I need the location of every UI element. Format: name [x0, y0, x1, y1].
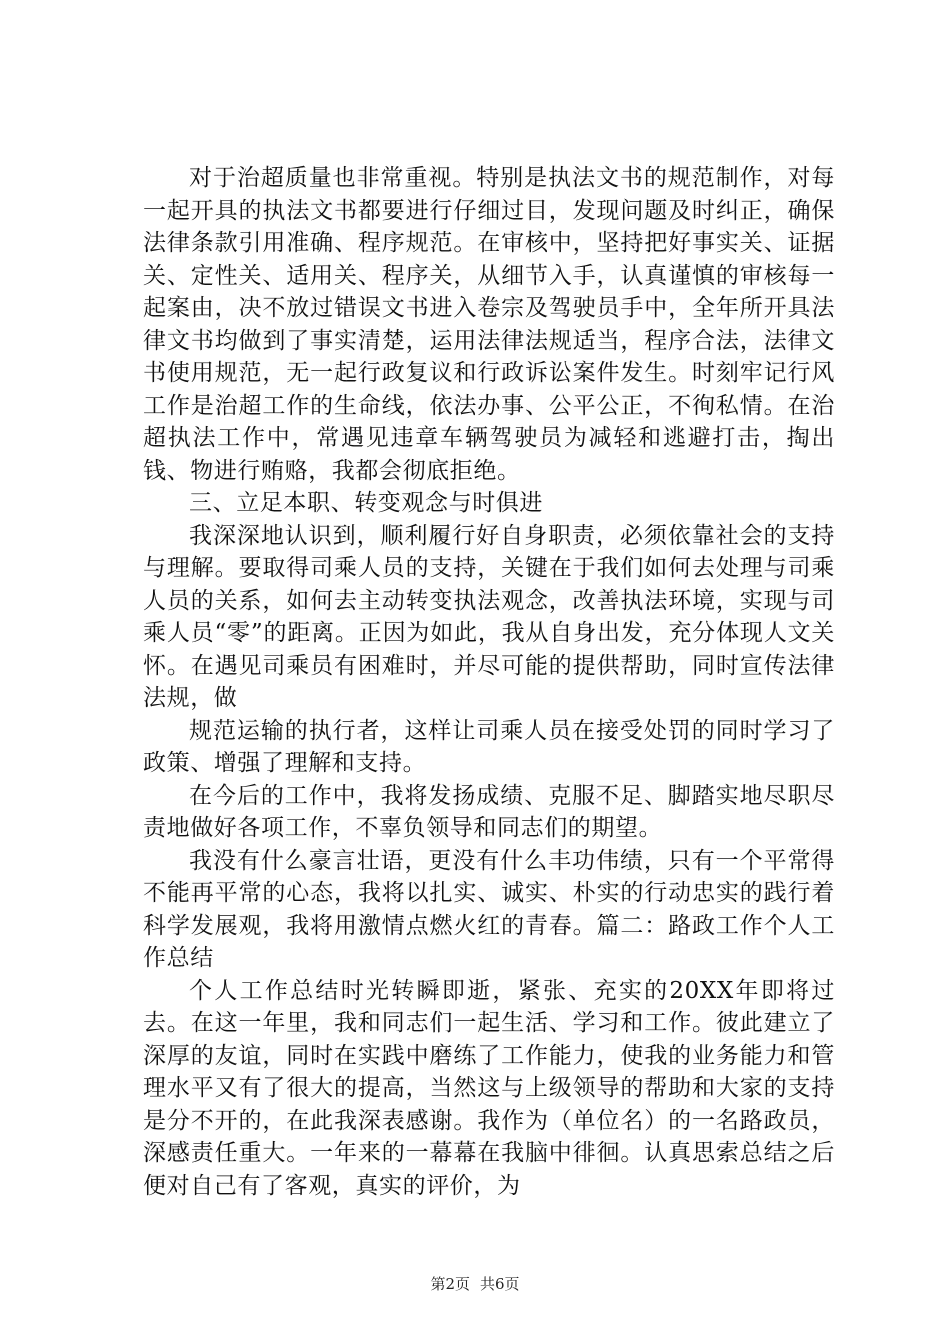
page-footer [0, 1274, 950, 1294]
paragraph: 我深深地认识到，顺利履行好自身职责，必须依靠社会的支持与理解。要取得司乘人员的支持，关键在于我们如何去处理与司乘人员的关系，如何去主动转变执法观念，改善执法环境，实现与司乘人员“零”的距离。正因为如此，我从自身出发，充分体现人文关怀。在遇见司乘员有困难时，并尽可能的提供帮助，同时宣传法律法规，做 [143, 522, 835, 711]
paragraph: 个人工作总结时光转瞬即逝，紧张、充实的20XX年即将过去。在这一年里，我和同志们一起生活、学习和工作。彼此建立了深厚的友谊，同时在实践中磨练了工作能力，使我的业务能力和管理水平又有了很大的提高，当然这与上级领导的帮助和大家的支持是分不开的，在此我深表感谢。我作为（单位名）的一名路政员，深感责任重大。一年来的一幕幕在我脑中徘徊。认真思索总结之后便对自己有了客观，真实的评价，为 [143, 977, 835, 1199]
paragraph: 在今后的工作中，我将发扬成绩、克服不足、脚踏实地尽职尽责地做好各项工作，不辜负领导和同志们的期望。 [143, 782, 835, 841]
document-body [143, 162, 835, 1202]
paragraph: 规范运输的执行者，这样让司乘人员在接受处罚的同时学习了政策、增强了理解和支持。 [143, 717, 835, 776]
paragraph: 对于治超质量也非常重视。特别是执法文书的规范制作，对每一起开具的执法文书都要进行仔细过目，发现问题及时纠正，确保法律条款引用准确、程序规范。在审核中，坚持把好事实关、证据关、定性关、适用关、程序关，从细节入手，认真谨慎的审核每一起案由，决不放过错误文书进入卷宗及驾驶员手中，全年所开具法律文书均做到了事实清楚，运用法律法规适当，程序合法，法律文书使用规范，无一起行政复议和行政诉讼案件发生。时刻牢记行风工作是治超工作的生命线，依法办事、公平公正，不徇私情。在治超执法工作中，常遇见违章车辆驾驶员为减轻和逃避打击，掏出钱、物进行贿赂，我都会彻底拒绝。 [143, 165, 835, 484]
page-total: 共6页 [480, 1275, 520, 1293]
paragraph: 我没有什么豪言壮语，更没有什么丰功伟绩，只有一个平常得不能再平常的心态，我将以扎实、诚实、朴实的行动忠实的践行着科学发展观，我将用激情点燃火红的青春。篇二：路政工作个人工作总结 [143, 847, 835, 971]
page-number: 第2页 [430, 1275, 470, 1293]
section-heading: 三、立足本职、转变观念与时俱进 [189, 490, 543, 516]
